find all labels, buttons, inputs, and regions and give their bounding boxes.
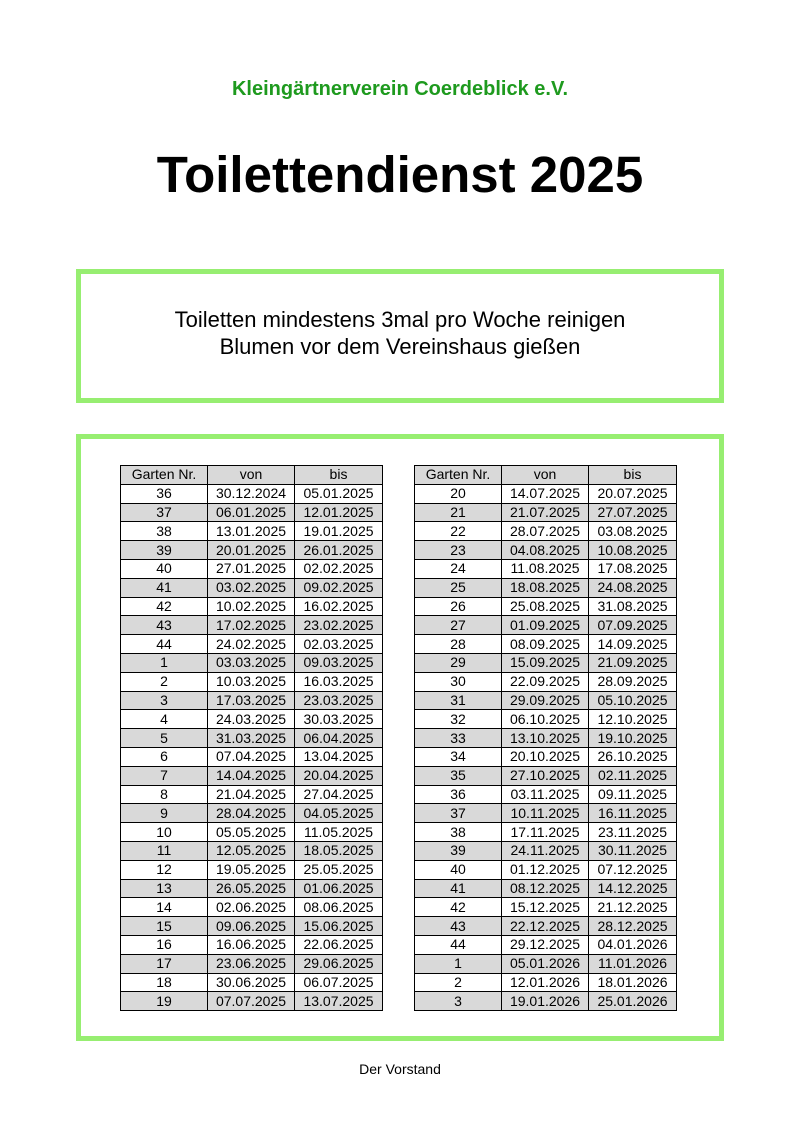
cell-from-date: 22.09.2025 <box>502 672 589 691</box>
cell-to-date: 14.09.2025 <box>589 635 677 654</box>
cell-garden-number: 11 <box>121 841 208 860</box>
cell-to-date: 19.01.2025 <box>295 522 383 541</box>
cell-to-date: 12.01.2025 <box>295 503 383 522</box>
cell-garden-number: 16 <box>121 935 208 954</box>
table-row <box>415 766 677 785</box>
table-row <box>121 616 383 635</box>
cell-from-date: 24.11.2025 <box>502 841 589 860</box>
cell-garden-number: 7 <box>121 766 208 785</box>
cell-garden-number: 22 <box>415 522 502 541</box>
table-row <box>121 559 383 578</box>
cell-garden-number: 9 <box>121 804 208 823</box>
cell-to-date: 09.03.2025 <box>295 653 383 672</box>
cell-from-date: 20.01.2025 <box>208 541 295 560</box>
cell-garden-number: 8 <box>121 785 208 804</box>
schedule-box <box>76 434 724 1041</box>
signature: Der Vorstand <box>359 1061 441 1077</box>
cell-garden-number: 36 <box>121 484 208 503</box>
cell-to-date: 23.11.2025 <box>589 823 677 842</box>
table-row <box>415 785 677 804</box>
cell-garden-number: 32 <box>415 710 502 729</box>
table-row <box>121 841 383 860</box>
table-row <box>121 691 383 710</box>
cell-from-date: 10.02.2025 <box>208 597 295 616</box>
cell-garden-number: 17 <box>121 954 208 973</box>
cell-from-date: 08.09.2025 <box>502 635 589 654</box>
cell-garden-number: 37 <box>121 503 208 522</box>
cell-to-date: 28.12.2025 <box>589 917 677 936</box>
cell-garden-number: 38 <box>121 522 208 541</box>
page-title: Toilettendienst 2025 <box>156 146 644 203</box>
cell-from-date: 07.04.2025 <box>208 747 295 766</box>
cell-from-date: 24.02.2025 <box>208 635 295 654</box>
table-row <box>415 973 677 992</box>
cell-to-date: 04.01.2026 <box>589 935 677 954</box>
cell-from-date: 27.01.2025 <box>208 559 295 578</box>
cell-garden-number: 42 <box>121 597 208 616</box>
cell-from-date: 31.03.2025 <box>208 729 295 748</box>
cell-to-date: 29.06.2025 <box>295 954 383 973</box>
table-row <box>415 503 677 522</box>
table-row <box>415 710 677 729</box>
cell-from-date: 11.08.2025 <box>502 559 589 578</box>
table-row <box>121 879 383 898</box>
table-row <box>415 898 677 917</box>
cell-from-date: 06.01.2025 <box>208 503 295 522</box>
cell-to-date: 07.12.2025 <box>589 860 677 879</box>
cell-from-date: 06.10.2025 <box>502 710 589 729</box>
cell-garden-number: 1 <box>121 653 208 672</box>
table-row <box>415 559 677 578</box>
cell-to-date: 27.04.2025 <box>295 785 383 804</box>
schedule-table-right <box>414 465 677 1011</box>
cell-from-date: 09.06.2025 <box>208 917 295 936</box>
header-to: bis <box>589 466 677 485</box>
cell-to-date: 05.10.2025 <box>589 691 677 710</box>
cell-from-date: 28.04.2025 <box>208 804 295 823</box>
cell-to-date: 03.08.2025 <box>589 522 677 541</box>
cell-to-date: 16.11.2025 <box>589 804 677 823</box>
cell-garden-number: 25 <box>415 578 502 597</box>
cell-from-date: 21.04.2025 <box>208 785 295 804</box>
cell-from-date: 05.05.2025 <box>208 823 295 842</box>
cell-to-date: 07.09.2025 <box>589 616 677 635</box>
cell-to-date: 30.03.2025 <box>295 710 383 729</box>
table-row <box>415 541 677 560</box>
cell-to-date: 15.06.2025 <box>295 917 383 936</box>
cell-to-date: 06.04.2025 <box>295 729 383 748</box>
cell-to-date: 10.08.2025 <box>589 541 677 560</box>
cell-to-date: 24.08.2025 <box>589 578 677 597</box>
cell-garden-number: 34 <box>415 747 502 766</box>
cell-from-date: 22.12.2025 <box>502 917 589 936</box>
cell-to-date: 14.12.2025 <box>589 879 677 898</box>
cell-to-date: 11.05.2025 <box>295 823 383 842</box>
cell-garden-number: 40 <box>121 559 208 578</box>
cell-garden-number: 37 <box>415 804 502 823</box>
table-row <box>121 597 383 616</box>
cell-garden-number: 18 <box>121 973 208 992</box>
cell-from-date: 03.03.2025 <box>208 653 295 672</box>
schedule-table-left <box>120 465 383 1011</box>
cell-from-date: 07.07.2025 <box>208 992 295 1011</box>
cell-to-date: 02.02.2025 <box>295 559 383 578</box>
table-row <box>121 635 383 654</box>
cell-to-date: 23.02.2025 <box>295 616 383 635</box>
cell-from-date: 24.03.2025 <box>208 710 295 729</box>
cell-to-date: 02.11.2025 <box>589 766 677 785</box>
cell-garden-number: 35 <box>415 766 502 785</box>
table-row <box>415 672 677 691</box>
cell-to-date: 26.10.2025 <box>589 747 677 766</box>
table-row <box>121 954 383 973</box>
cell-from-date: 13.10.2025 <box>502 729 589 748</box>
table-row <box>121 804 383 823</box>
table-row <box>121 992 383 1011</box>
table-row <box>415 860 677 879</box>
cell-to-date: 25.01.2026 <box>589 992 677 1011</box>
cell-from-date: 19.05.2025 <box>208 860 295 879</box>
cell-from-date: 14.04.2025 <box>208 766 295 785</box>
notice-line-cleaning: Toiletten mindestens 3mal pro Woche reinigen <box>174 307 626 332</box>
table-row <box>121 522 383 541</box>
cell-to-date: 16.02.2025 <box>295 597 383 616</box>
table-row <box>415 992 677 1011</box>
cell-from-date: 23.06.2025 <box>208 954 295 973</box>
cell-garden-number: 26 <box>415 597 502 616</box>
table-row <box>121 503 383 522</box>
cell-to-date: 09.11.2025 <box>589 785 677 804</box>
table-row <box>415 578 677 597</box>
cell-to-date: 20.04.2025 <box>295 766 383 785</box>
cell-from-date: 28.07.2025 <box>502 522 589 541</box>
table-row <box>415 597 677 616</box>
cell-garden-number: 27 <box>415 616 502 635</box>
table-row <box>121 860 383 879</box>
cell-to-date: 30.11.2025 <box>589 841 677 860</box>
table-row <box>415 635 677 654</box>
cell-to-date: 27.07.2025 <box>589 503 677 522</box>
table-row <box>415 653 677 672</box>
table-row <box>121 484 383 503</box>
cell-from-date: 15.09.2025 <box>502 653 589 672</box>
cell-garden-number: 2 <box>415 973 502 992</box>
cell-garden-number: 19 <box>121 992 208 1011</box>
cell-from-date: 12.05.2025 <box>208 841 295 860</box>
cell-garden-number: 6 <box>121 747 208 766</box>
cell-from-date: 21.07.2025 <box>502 503 589 522</box>
cell-garden-number: 44 <box>415 935 502 954</box>
cell-garden-number: 41 <box>121 578 208 597</box>
cell-garden-number: 41 <box>415 879 502 898</box>
cell-from-date: 26.05.2025 <box>208 879 295 898</box>
table-row <box>415 747 677 766</box>
cell-garden-number: 44 <box>121 635 208 654</box>
cell-garden-number: 28 <box>415 635 502 654</box>
table-row <box>415 935 677 954</box>
cell-to-date: 18.05.2025 <box>295 841 383 860</box>
cell-from-date: 13.01.2025 <box>208 522 295 541</box>
table-row <box>415 917 677 936</box>
cell-garden-number: 29 <box>415 653 502 672</box>
table-row <box>415 484 677 503</box>
cell-from-date: 15.12.2025 <box>502 898 589 917</box>
table-row <box>121 729 383 748</box>
cell-garden-number: 42 <box>415 898 502 917</box>
table-header-row <box>121 466 383 485</box>
cell-garden-number: 13 <box>121 879 208 898</box>
cell-to-date: 23.03.2025 <box>295 691 383 710</box>
cell-from-date: 08.12.2025 <box>502 879 589 898</box>
cell-garden-number: 30 <box>415 672 502 691</box>
cell-garden-number: 10 <box>121 823 208 842</box>
cell-from-date: 17.03.2025 <box>208 691 295 710</box>
cell-to-date: 06.07.2025 <box>295 973 383 992</box>
cell-garden-number: 5 <box>121 729 208 748</box>
header-to: bis <box>295 466 383 485</box>
cell-garden-number: 24 <box>415 559 502 578</box>
cell-from-date: 30.06.2025 <box>208 973 295 992</box>
cell-to-date: 25.05.2025 <box>295 860 383 879</box>
table-row <box>415 691 677 710</box>
cell-from-date: 14.07.2025 <box>502 484 589 503</box>
table-row <box>121 973 383 992</box>
cell-to-date: 26.01.2025 <box>295 541 383 560</box>
cell-garden-number: 21 <box>415 503 502 522</box>
cell-to-date: 04.05.2025 <box>295 804 383 823</box>
cell-to-date: 13.04.2025 <box>295 747 383 766</box>
table-row <box>121 578 383 597</box>
cell-from-date: 03.02.2025 <box>208 578 295 597</box>
cell-from-date: 29.09.2025 <box>502 691 589 710</box>
cell-from-date: 20.10.2025 <box>502 747 589 766</box>
cell-from-date: 19.01.2026 <box>502 992 589 1011</box>
cell-to-date: 13.07.2025 <box>295 992 383 1011</box>
header-from: von <box>502 466 589 485</box>
cell-to-date: 08.06.2025 <box>295 898 383 917</box>
cell-from-date: 27.10.2025 <box>502 766 589 785</box>
table-row <box>121 766 383 785</box>
cell-garden-number: 36 <box>415 785 502 804</box>
cell-garden-number: 12 <box>121 860 208 879</box>
table-row <box>415 879 677 898</box>
cell-garden-number: 15 <box>121 917 208 936</box>
table-row <box>121 672 383 691</box>
table-row <box>121 710 383 729</box>
cell-from-date: 01.12.2025 <box>502 860 589 879</box>
cell-to-date: 21.12.2025 <box>589 898 677 917</box>
cell-garden-number: 33 <box>415 729 502 748</box>
cell-garden-number: 1 <box>415 954 502 973</box>
table-row <box>415 954 677 973</box>
cell-garden-number: 38 <box>415 823 502 842</box>
notice-line-flowers: Blumen vor dem Vereinshaus gießen <box>219 334 581 359</box>
cell-to-date: 11.01.2026 <box>589 954 677 973</box>
cell-garden-number: 20 <box>415 484 502 503</box>
cell-from-date: 02.06.2025 <box>208 898 295 917</box>
cell-garden-number: 3 <box>415 992 502 1011</box>
cell-garden-number: 43 <box>415 917 502 936</box>
cell-garden-number: 14 <box>121 898 208 917</box>
header-from: von <box>208 466 295 485</box>
cell-from-date: 12.01.2026 <box>502 973 589 992</box>
cell-from-date: 30.12.2024 <box>208 484 295 503</box>
cell-to-date: 16.03.2025 <box>295 672 383 691</box>
table-row <box>415 522 677 541</box>
table-row <box>415 616 677 635</box>
cell-garden-number: 3 <box>121 691 208 710</box>
cell-from-date: 25.08.2025 <box>502 597 589 616</box>
table-row <box>415 841 677 860</box>
cell-from-date: 01.09.2025 <box>502 616 589 635</box>
cell-to-date: 01.06.2025 <box>295 879 383 898</box>
cell-from-date: 29.12.2025 <box>502 935 589 954</box>
header-garden-number: Garten Nr. <box>121 466 208 485</box>
cell-to-date: 18.01.2026 <box>589 973 677 992</box>
cell-garden-number: 39 <box>415 841 502 860</box>
table-row <box>121 541 383 560</box>
table-row <box>121 935 383 954</box>
cell-garden-number: 23 <box>415 541 502 560</box>
cell-garden-number: 31 <box>415 691 502 710</box>
cell-to-date: 19.10.2025 <box>589 729 677 748</box>
table-row <box>121 747 383 766</box>
cell-from-date: 03.11.2025 <box>502 785 589 804</box>
cell-garden-number: 40 <box>415 860 502 879</box>
cell-from-date: 17.02.2025 <box>208 616 295 635</box>
table-row <box>121 898 383 917</box>
cell-garden-number: 39 <box>121 541 208 560</box>
cell-to-date: 09.02.2025 <box>295 578 383 597</box>
cell-to-date: 17.08.2025 <box>589 559 677 578</box>
cell-from-date: 18.08.2025 <box>502 578 589 597</box>
cell-to-date: 21.09.2025 <box>589 653 677 672</box>
cell-to-date: 02.03.2025 <box>295 635 383 654</box>
table-row <box>415 804 677 823</box>
header-garden-number: Garten Nr. <box>415 466 502 485</box>
table-row <box>121 785 383 804</box>
schedule-table-left-body <box>121 484 383 1010</box>
cell-from-date: 10.03.2025 <box>208 672 295 691</box>
table-row <box>415 729 677 748</box>
notice-box <box>76 269 724 403</box>
table-header-row <box>415 466 677 485</box>
cell-to-date: 22.06.2025 <box>295 935 383 954</box>
cell-from-date: 16.06.2025 <box>208 935 295 954</box>
cell-to-date: 28.09.2025 <box>589 672 677 691</box>
organization-name: Kleingärtnerverein Coerdeblick e.V. <box>231 78 569 100</box>
table-row <box>415 823 677 842</box>
cell-garden-number: 43 <box>121 616 208 635</box>
cell-to-date: 05.01.2025 <box>295 484 383 503</box>
cell-to-date: 31.08.2025 <box>589 597 677 616</box>
schedule-table-right-body <box>415 484 677 1010</box>
cell-to-date: 12.10.2025 <box>589 710 677 729</box>
cell-garden-number: 2 <box>121 672 208 691</box>
table-row <box>121 917 383 936</box>
cell-to-date: 20.07.2025 <box>589 484 677 503</box>
table-row <box>121 653 383 672</box>
cell-from-date: 05.01.2026 <box>502 954 589 973</box>
cell-from-date: 10.11.2025 <box>502 804 589 823</box>
table-row <box>121 823 383 842</box>
cell-from-date: 04.08.2025 <box>502 541 589 560</box>
cell-garden-number: 4 <box>121 710 208 729</box>
cell-from-date: 17.11.2025 <box>502 823 589 842</box>
